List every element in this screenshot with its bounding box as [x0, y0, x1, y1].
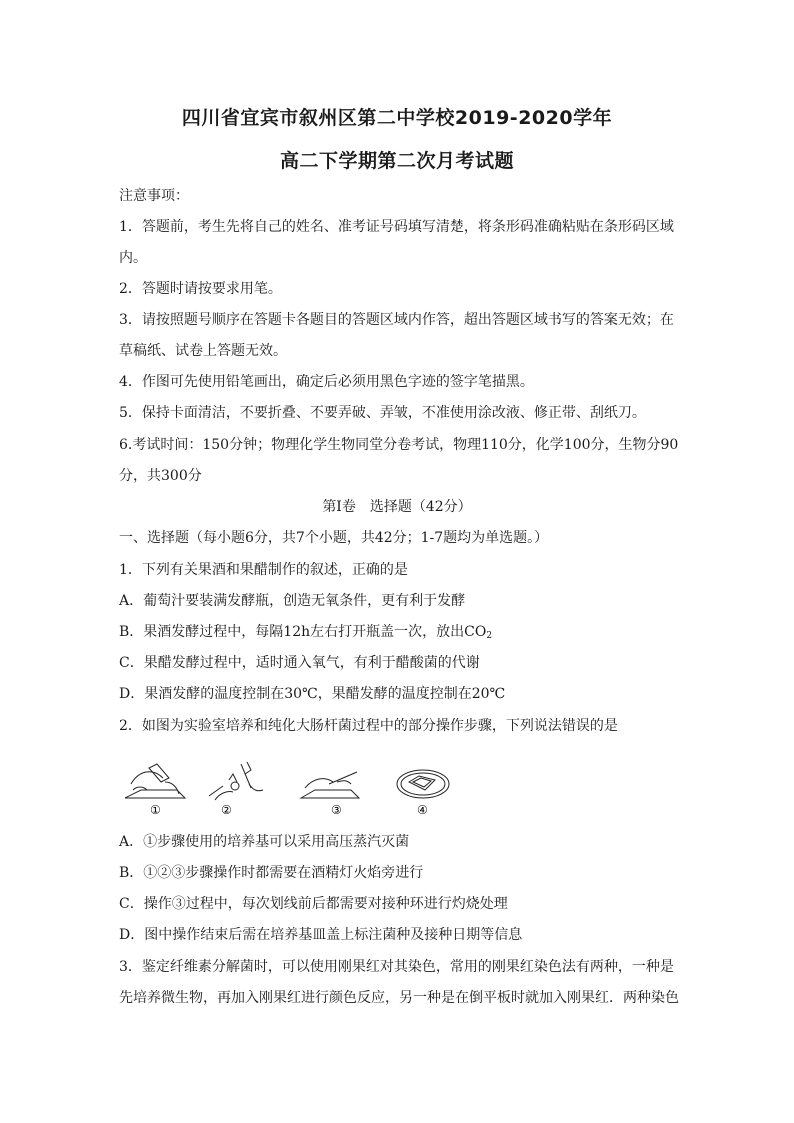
notes-heading: 注意事项： [119, 188, 189, 204]
q1-option-b [119, 622, 679, 646]
title-line-2: 高二下学期第二次月考试题 [279, 150, 514, 172]
note-4: 4．作图可先使用铅笔画出，确定后必须用黑色字迹的签字笔描黑。 [119, 374, 534, 390]
q1-option-d: D．果酒发酵的温度控制在30℃，果醋发酵的温度控制在20℃ [119, 686, 506, 702]
figure-label-1: ① [150, 803, 161, 817]
figure-label-4: ④ [417, 803, 428, 817]
note-6-line-b: 分，共300分 [119, 468, 202, 484]
note-3-line-a: 3．请按照题号顺序在答题卡各题目的答题区域内作答，超出答题区域书写的答案无效；在 [119, 312, 674, 328]
step-3-drawing [301, 772, 359, 798]
note-3-line-b: 草稿纸、试卷上答题无效。 [119, 343, 287, 359]
q2-option-b: B．①②③步骤操作时都需要在酒精灯火焰旁进行 [119, 865, 424, 881]
q2-option-d: D．图中操作结束后需在培养基皿盖上标注菌种及接种日期等信息 [119, 927, 523, 943]
q3-stem-line-a: 3．鉴定纤维素分解菌时，可以使用刚果红对其染色，常用的刚果红染色法有两种，一种是 [119, 959, 674, 975]
q1-option-c: C．果醋发酵过程中，适时通入氧气，有利于醋酸菌的代谢 [119, 655, 480, 671]
step-4-drawing [397, 770, 449, 798]
note-2: 2．答题时请按要求用笔。 [119, 281, 282, 297]
step-1-drawing [125, 764, 185, 798]
q2-procedure-figure [119, 760, 459, 820]
note-6-line-a: 6.考试时间：150分钟；物理化学生物同堂分卷考试，物理110分，化学100分，生物分90 [119, 437, 679, 453]
q1-stem: 1．下列有关果酒和果醋制作的叙述，正确的是 [119, 562, 408, 578]
figure-label-2: ② [221, 803, 232, 817]
figure-label-3: ③ [331, 803, 342, 817]
q2-option-c: C．操作③过程中，每次划线前后都需要对接种环进行灼烧处理 [119, 896, 508, 912]
q1-option-b-subscript: 2 [486, 631, 493, 641]
q2-option-a: A．①步骤使用的培养基可以采用高压蒸汽灭菌 [119, 834, 410, 850]
procedure-illustration [119, 760, 459, 820]
section-title: 第Ⅰ卷 选择题（42分） [322, 499, 472, 515]
q1-option-b-text: B．果酒发酵过程中，每隔12h左右打开瓶盖一次，放出CO [119, 624, 487, 640]
q1-option-a: A．葡萄汁要装满发酵瓶，创造无氧条件，更有利于发酵 [119, 593, 466, 609]
section-instructions: 一、选择题（每小题6分，共7个小题，共42分；1-7题均为单选题。） [119, 530, 549, 546]
q2-stem: 2．如图为实验室培养和纯化大肠杆菌过程中的部分操作步骤，下列说法错误的是 [119, 718, 618, 734]
note-1-line-b: 内。 [119, 250, 147, 266]
q3-stem-line-b: 先培养微生物，再加入刚果红进行颜色反应，另一种是在倒平板时就加入刚果红．两种染色 [119, 990, 679, 1006]
step-2-drawing [209, 762, 263, 800]
note-5: 5．保持卡面清洁，不要折叠、不要弄破、弄皱，不准使用涂改液、修正带、刮纸刀。 [119, 405, 646, 421]
note-1-line-a: 1．答题前，考生先将自己的姓名、准考证号码填写清楚，将条形码准确粘贴在条形码区域 [119, 219, 674, 235]
title-line-1: 四川省宜宾市叙州区第二中学校2019-2020学年 [181, 107, 613, 129]
